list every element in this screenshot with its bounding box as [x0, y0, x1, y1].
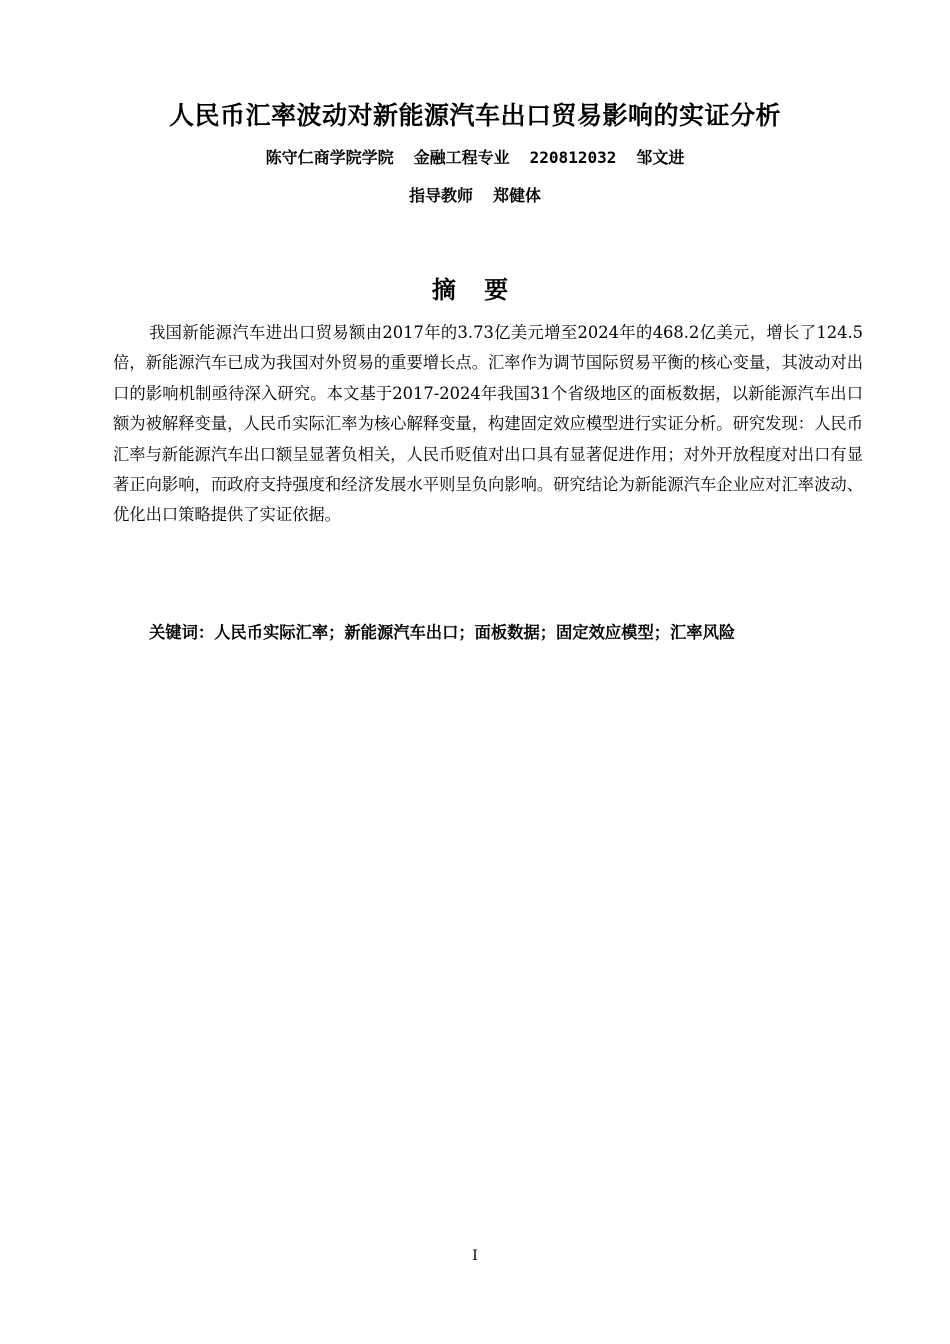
- author-student-id: 220812032: [529, 148, 617, 167]
- page-number: I: [472, 1248, 478, 1264]
- author-major: 金融工程专业: [413, 148, 510, 167]
- paper-title: 人民币汇率波动对新能源汽车出口贸易影响的实证分析: [168, 101, 781, 130]
- keywords: 关键词：人民币实际汇率；新能源汽车出口；面板数据；固定效应模型；汇率风险: [149, 623, 736, 642]
- abstract-heading: 摘 要: [431, 276, 519, 304]
- author-school: 陈守仁商学院学院: [265, 148, 394, 167]
- author-name: 邹文进: [636, 148, 685, 167]
- abstract-body: 我国新能源汽车进出口贸易额由2017年的3.73亿美元增至2024年的468.2亿美元，增长了124.5倍，新能源汽车已成为我国对外贸易的重要增长点。汇率作为调节国际贸易平衡的核心变量，其波动对出口的影响机制亟待深入研究。本文基于2017-2024年我国31个省级地区的面板数据，以新能源汽车出口额为被解释变量，人民币实际汇率为核心解释变量，构建固定效应模型进行实证分析。研究发现：人民币汇率与新能源汽车出口额呈显著负相关，人民币贬值对出口具有显著促进作用；对外开放程度对出口有显著正向影响，而政府支持强度和经济发展水平则呈负向影响。研究结论为新能源汽车企业应对汇率波动、优化出口策略提供了实证依据。: [113, 323, 863, 525]
- advisor-name: 郑健体: [493, 186, 542, 205]
- advisor-info: [0, 184, 950, 208]
- author-info: [0, 146, 950, 170]
- advisor-label: 指导教师: [408, 186, 473, 205]
